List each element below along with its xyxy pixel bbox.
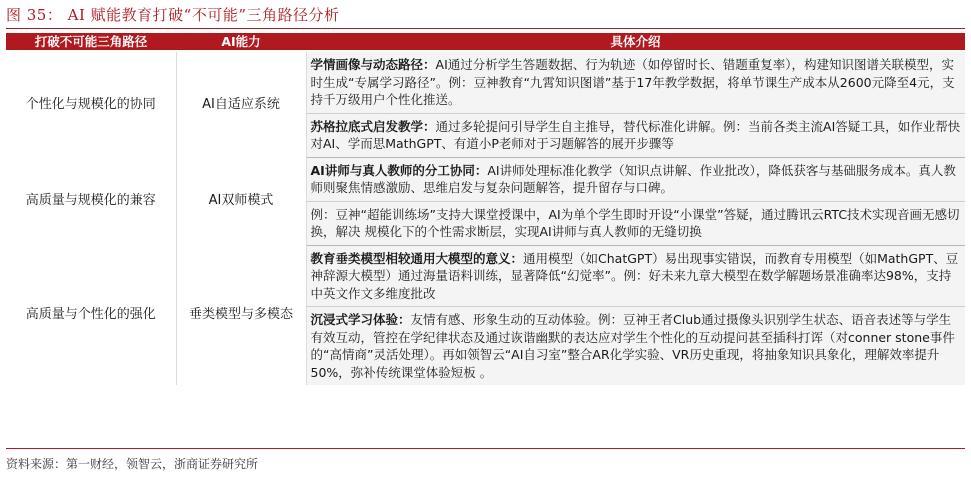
table-row	[6, 245, 965, 307]
title-divider	[6, 28, 965, 29]
description-cell	[306, 51, 965, 113]
table-row	[6, 157, 965, 201]
description-text: 通用模型（如ChatGPT）易出现事实错误，而教育专用模型（如MathGPT、豆神辞源大模型）通过海量语料训练，显著降低“幻觉率”。例：好未来九章大模型在数学解题场景准确率达98%，支持中英文作文多维度批改	[310, 250, 959, 301]
description-lead: 苏格拉底式启发教学：	[310, 118, 436, 134]
source-divider	[6, 448, 965, 449]
table-header-row	[6, 33, 965, 51]
path-cell: 个性化与规模化的协同	[6, 51, 176, 157]
description-cell	[306, 113, 965, 157]
description-cell	[306, 157, 965, 201]
description-text: AI通过分析学生答题数据、行为轨迹（如停留时长、错题重复率），构建知识图谱关联模型，实时生成“专属学习路径”。例：豆神教育“九霄知识图谱”基于17年教学数据，将单节课生产成本从2600元降至4元，支持千万级用户个性化推送。	[310, 57, 955, 107]
path-cell: 高质量与个性化的强化	[6, 245, 176, 385]
description-lead: 沉浸式学习体验：	[310, 312, 411, 327]
description-cell	[306, 245, 965, 307]
analysis-table	[6, 33, 965, 385]
header-path: 打破不可能三角路径	[6, 33, 176, 51]
description-cell	[306, 201, 965, 245]
path-cell: 高质量与规模化的兼容	[6, 157, 176, 245]
description-lead: AI讲师与真人教师的分工协同：	[310, 162, 488, 178]
description-cell	[306, 307, 965, 386]
capability-cell: 垂类模型与多模态	[176, 245, 306, 385]
description-text: 通过多轮提问引导学生自主推导，替代标准化讲解。例：当前各类主流AI答疑工具，如作业帮快对AI、学而思MathGPT、有道小P老师对于习题解答的展开步骤等	[310, 118, 961, 151]
capability-cell: AI双师模式	[176, 157, 306, 245]
description-text: AI讲师处理标准化教学（知识点讲解、作业批改），降低获客与基础服务成本。真人教师则聚焦情感激励、思维启发与复杂问题解答，提升留存与口碑。	[310, 162, 956, 195]
header-capability: AI能力	[176, 33, 306, 51]
figure-title: 图 35： AI 赋能教育打破“不可能”三角路径分析	[6, 6, 340, 24]
source-note: 资料来源：第一财经，领智云，浙商证券研究所	[6, 457, 259, 471]
table-row	[6, 51, 965, 113]
description-text: 友情有感、形象生动的互动体验。例：豆神王者Club通过摄像头识别学生状态、语音表述等与学生有效互动，管控在学纪律状态及通过诙谐幽默的表达应对学生个性化的互动提问甚至插科打诨（对conner stone事件的“高情商”灵活处理）。再如领智云“AI自习室”整合AR化学实验、VR历史重现，将抽象知识具象化，理解效率提升50%，弥补传统课堂体验短板 。	[310, 312, 955, 380]
description-text: 例：豆神“超能训练场”支持大课堂授课中，AI为单个学生即时开设“小课堂”答疑，通过腾讯云RTC技术实现音画无感切换，解决 规模化下的个性需求断层，实现AI讲师与真人教师的无缝切换	[310, 206, 960, 239]
description-lead: 学情画像与动态路径：	[310, 57, 436, 72]
header-description: 具体介绍	[306, 33, 965, 51]
description-lead: 教育垂类模型相较通用大模型的意义：	[310, 250, 524, 266]
capability-cell: AI自适应系统	[176, 51, 306, 157]
